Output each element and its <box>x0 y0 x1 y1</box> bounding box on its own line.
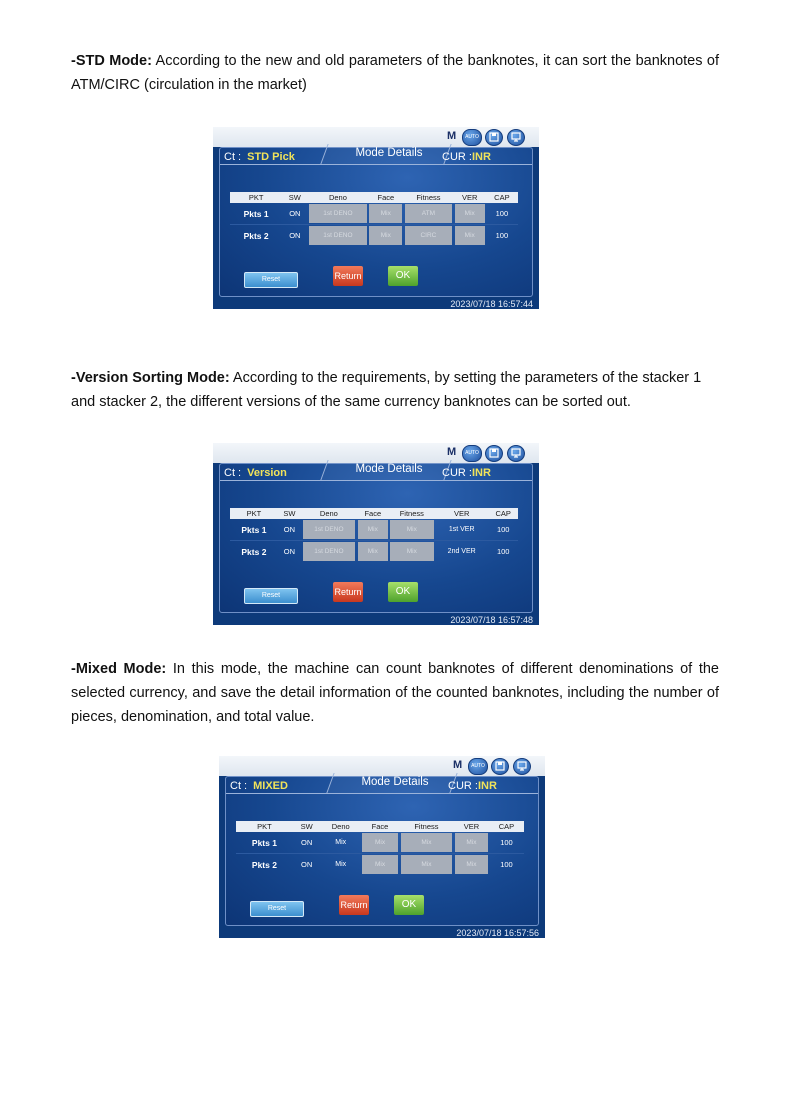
return-button[interactable]: Return <box>333 582 363 602</box>
count-type-value: Version <box>247 467 287 479</box>
switch-value[interactable]: ON <box>289 231 301 240</box>
setting-cell[interactable] <box>389 541 435 563</box>
column-header: VER <box>435 508 489 519</box>
pocket-label: Pkts 2 <box>243 230 269 241</box>
setting-cell[interactable] <box>301 541 357 563</box>
std-mode-description <box>71 49 719 97</box>
setting-value: Mix <box>455 226 485 245</box>
column-header: Face <box>368 192 403 203</box>
pocket-label: Pkts 1 <box>230 203 282 225</box>
column-header: SW <box>293 821 320 832</box>
mode-details-panel <box>219 463 533 613</box>
timestamp: 2023/07/18 16:57:44 <box>450 299 533 309</box>
setting-cell[interactable] <box>435 541 489 563</box>
version-sorting-heading: -Version Sorting Mode: <box>71 370 230 386</box>
setting-value: Mix <box>455 855 488 874</box>
column-header: PKT <box>230 192 282 203</box>
mixed-mode-screenshot <box>219 756 545 938</box>
column-header: Deno <box>307 192 368 203</box>
setting-value: CIRC <box>405 226 452 245</box>
ok-button[interactable]: OK <box>388 582 418 602</box>
tab-divider <box>220 480 532 481</box>
setting-value: 1st VER <box>448 526 475 533</box>
setting-cell[interactable] <box>307 225 368 247</box>
mixed-mode-description <box>71 657 719 729</box>
std-mode-heading: -STD Mode: <box>71 53 152 69</box>
tab-mode-details[interactable]: Mode Details <box>355 147 423 159</box>
tab-mode-details[interactable]: Mode Details <box>361 776 429 788</box>
table-row <box>230 541 518 563</box>
switch-value[interactable]: ON <box>293 832 320 854</box>
table-header <box>230 192 518 203</box>
reset-button[interactable]: Reset <box>244 588 298 604</box>
monitor-icon[interactable] <box>513 758 531 775</box>
setting-value: Mix <box>401 833 453 852</box>
setting-value: Mix <box>369 226 402 245</box>
pocket-settings-table <box>230 508 518 562</box>
table-row <box>230 225 518 247</box>
tab-bar <box>226 777 538 797</box>
setting-cell[interactable] <box>357 541 389 563</box>
count-type-value: STD Pick <box>247 151 295 163</box>
currency <box>448 780 497 792</box>
capacity-value[interactable]: 100 <box>488 519 518 541</box>
currency-value: INR <box>471 467 491 479</box>
save-icon[interactable] <box>491 758 509 775</box>
column-header: VER <box>454 821 489 832</box>
timestamp: 2023/07/18 16:57:48 <box>450 615 533 625</box>
column-header: Fitness <box>399 821 454 832</box>
setting-value: Mix <box>335 839 347 846</box>
setting-value: Mix <box>390 520 433 539</box>
table-row <box>236 832 524 854</box>
reset-button[interactable]: Reset <box>250 901 304 917</box>
setting-cell[interactable] <box>454 854 489 876</box>
capacity-value[interactable]: 100 <box>496 547 510 556</box>
column-header: Deno <box>301 508 357 519</box>
pocket-settings-table <box>236 821 524 875</box>
setting-cell[interactable] <box>399 832 454 854</box>
setting-value: Mix <box>369 204 402 223</box>
currency <box>442 467 491 479</box>
setting-value: 1st DENO <box>303 520 356 539</box>
currency-label: CUR : <box>442 151 472 163</box>
setting-cell[interactable] <box>361 854 399 876</box>
setting-value: Mix <box>358 520 388 539</box>
setting-value: Mix <box>362 833 398 852</box>
capacity-value[interactable]: 100 <box>495 231 509 240</box>
setting-value: 1st DENO <box>309 226 366 245</box>
save-icon[interactable] <box>485 445 503 462</box>
count-type-label: Ct : <box>224 467 242 479</box>
setting-cell[interactable] <box>357 519 389 541</box>
table-row <box>236 854 524 876</box>
setting-value: Mix <box>358 542 388 561</box>
column-header: PKT <box>230 508 278 519</box>
setting-cell[interactable] <box>320 832 361 854</box>
currency-label: CUR : <box>442 467 472 479</box>
setting-cell[interactable] <box>403 225 453 247</box>
pocket-label: Pkts 2 <box>241 546 267 557</box>
capacity-value[interactable]: 100 <box>489 832 524 854</box>
mixed-mode-heading: -Mixed Mode: <box>71 661 167 677</box>
setting-cell[interactable] <box>389 519 435 541</box>
setting-cell[interactable] <box>399 854 454 876</box>
count-type-label: Ct : <box>224 151 242 163</box>
pocket-label: Pkts 2 <box>251 859 277 870</box>
std-mode-text: According to the new and old parameters of the banknotes, it can sort the banknotes of ATM/CIRC (circulation in the market) <box>71 53 719 93</box>
count-type <box>230 780 288 792</box>
setting-value: ATM <box>405 204 452 223</box>
count-type-value: MIXED <box>253 780 288 792</box>
mode-m-indicator: M <box>453 759 463 771</box>
column-header: CAP <box>488 508 518 519</box>
column-header: SW <box>282 192 307 203</box>
ok-button[interactable]: OK <box>394 895 424 915</box>
setting-value: 2nd VER <box>447 548 476 555</box>
currency-label: CUR : <box>448 780 478 792</box>
pocket-label: Pkts 1 <box>236 832 293 854</box>
switch-value[interactable]: ON <box>282 203 307 225</box>
column-header: Fitness <box>403 192 453 203</box>
status-footer <box>213 613 539 625</box>
table-row <box>230 203 518 225</box>
mode-m-indicator: M <box>447 446 457 458</box>
setting-cell[interactable] <box>454 832 489 854</box>
monitor-icon[interactable] <box>507 445 525 462</box>
setting-cell[interactable] <box>454 225 486 247</box>
column-header: Deno <box>320 821 361 832</box>
table-header <box>230 508 518 519</box>
monitor-icon[interactable] <box>507 129 525 146</box>
tab-divider <box>226 793 538 794</box>
table-row <box>230 519 518 541</box>
setting-value: Mix <box>455 833 488 852</box>
version-sorting-description <box>71 366 719 414</box>
setting-cell[interactable] <box>368 203 403 225</box>
switch-value[interactable]: ON <box>300 860 313 869</box>
count-type <box>224 467 287 479</box>
status-footer <box>219 926 545 938</box>
reset-button[interactable]: Reset <box>244 272 298 288</box>
switch-value[interactable]: ON <box>278 519 301 541</box>
setting-value: Mix <box>390 542 433 561</box>
status-footer <box>213 297 539 309</box>
column-header: SW <box>278 508 301 519</box>
tab-bar <box>220 148 532 168</box>
column-header: CAP <box>486 192 518 203</box>
column-header: CAP <box>489 821 524 832</box>
return-button[interactable]: Return <box>333 266 363 286</box>
currency-value: INR <box>477 780 497 792</box>
ok-button[interactable]: OK <box>388 266 418 286</box>
setting-value: Mix <box>455 204 485 223</box>
mode-details-panel <box>219 147 533 297</box>
std-mode-screenshot <box>213 127 539 309</box>
save-icon[interactable] <box>485 129 503 146</box>
version-mode-screenshot <box>213 443 539 625</box>
setting-cell[interactable] <box>435 519 489 541</box>
setting-value: Mix <box>401 855 453 874</box>
capacity-value[interactable]: 100 <box>500 860 513 869</box>
tab-bar <box>220 464 532 484</box>
timestamp: 2023/07/18 16:57:56 <box>456 928 539 938</box>
setting-value: Mix <box>335 861 347 868</box>
column-header: Face <box>361 821 399 832</box>
column-header: Face <box>357 508 389 519</box>
pocket-label: Pkts 1 <box>230 519 278 541</box>
pocket-settings-table <box>230 192 518 246</box>
setting-cell[interactable] <box>368 225 403 247</box>
setting-cell[interactable] <box>320 854 361 876</box>
mode-m-indicator: M <box>447 130 457 142</box>
column-header: Fitness <box>389 508 435 519</box>
capacity-value[interactable]: 100 <box>486 203 518 225</box>
currency-value: INR <box>471 151 491 163</box>
version-sorting-text: According to the requirements, by setting the parameters of the stacker 1 and stacker 2, the different versions of the same currency banknotes can be sorted out. <box>71 370 702 410</box>
setting-cell[interactable] <box>454 203 486 225</box>
tab-divider <box>220 164 532 165</box>
setting-cell[interactable] <box>403 203 453 225</box>
auto-mode-icon[interactable]: AUTO <box>462 445 482 462</box>
auto-mode-icon[interactable]: AUTO <box>468 758 488 775</box>
setting-cell[interactable] <box>301 519 357 541</box>
count-type <box>224 151 295 163</box>
setting-value: Mix <box>362 855 398 874</box>
return-button[interactable]: Return <box>339 895 369 915</box>
mode-details-panel <box>225 776 539 926</box>
currency <box>442 151 491 163</box>
switch-value[interactable]: ON <box>283 547 296 556</box>
setting-cell[interactable] <box>307 203 368 225</box>
setting-cell[interactable] <box>361 832 399 854</box>
count-type-label: Ct : <box>230 780 248 792</box>
column-header: PKT <box>236 821 293 832</box>
tab-mode-details[interactable]: Mode Details <box>355 463 423 475</box>
mixed-mode-text: In this mode, the machine can count banknotes of different denominations of the selected currency, and save the detail information of the counted banknotes, including the number of pieces, denomination, and total value. <box>71 661 719 725</box>
table-header <box>236 821 524 832</box>
setting-value: 1st DENO <box>303 542 356 561</box>
column-header: VER <box>454 192 486 203</box>
setting-value: 1st DENO <box>309 204 366 223</box>
auto-mode-icon[interactable]: AUTO <box>462 129 482 146</box>
